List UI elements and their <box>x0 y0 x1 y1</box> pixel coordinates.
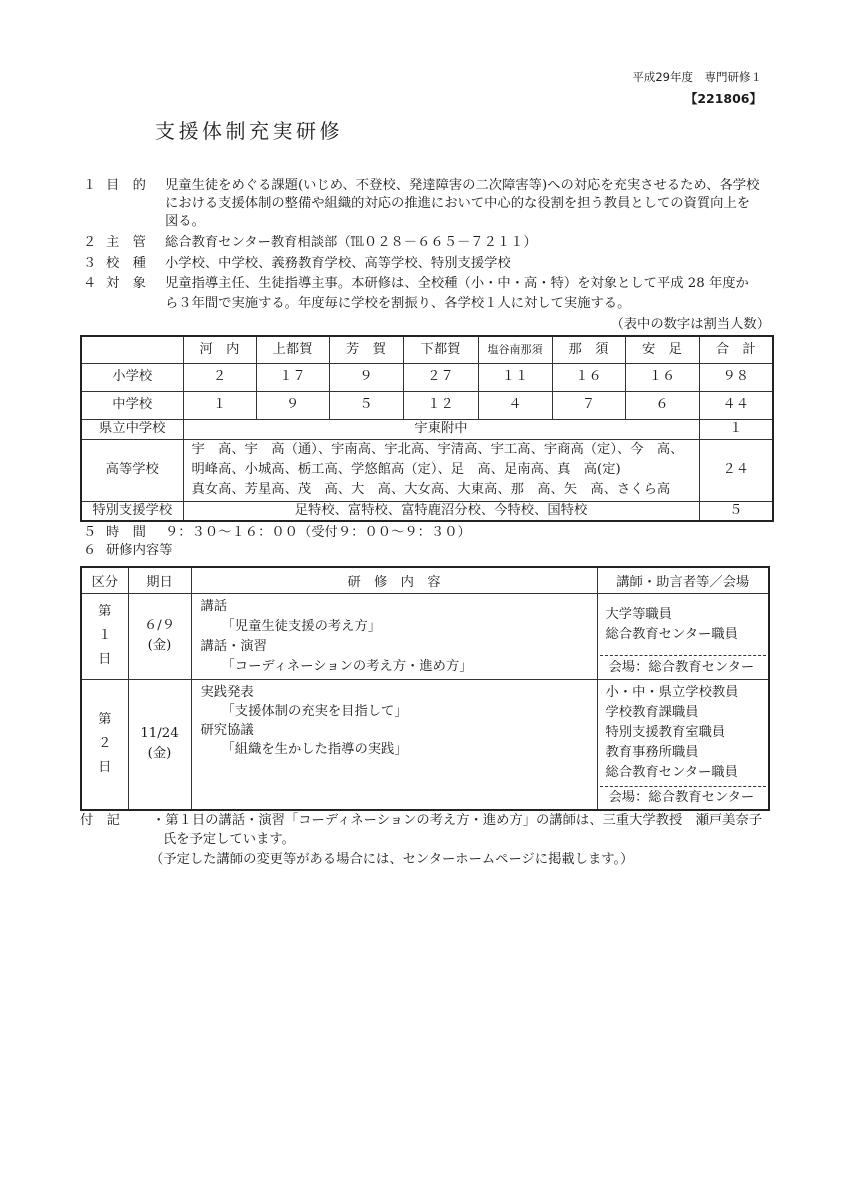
section-number: ２ <box>83 235 97 250</box>
content-cell <box>191 593 597 679</box>
activity-title: 「児童生徒支援の考え方」 <box>221 618 382 634</box>
table-cell: ２７ <box>403 363 478 391</box>
table-cell: ９ <box>256 391 329 419</box>
school-list-line: 宇 高、宇 高（通）、宇南高、宇北高、宇清高、宇工高、宇商高（定）、今 高、 <box>191 442 684 457</box>
table-header-row <box>81 567 769 593</box>
venue-label: 会場：総合教育センター <box>600 655 767 679</box>
day-label-char: 日 <box>98 760 112 775</box>
content-cell <box>191 679 597 810</box>
lecturer-item: 総合教育センター職員 <box>605 764 738 780</box>
activity-type: 実践発表 <box>200 684 254 700</box>
section-number: ５ <box>83 525 97 540</box>
section-label: 校 種 <box>106 256 146 271</box>
header-blank-cell <box>81 336 183 363</box>
section-number: １ <box>83 178 97 193</box>
header-category: 区分 <box>81 567 128 593</box>
text-line: 図る。 <box>165 214 205 229</box>
activity-title: 「支援体制の充実を目指して」 <box>221 703 408 719</box>
day-label-char: 第 <box>98 604 112 619</box>
weekday-value: (金) <box>147 638 172 653</box>
date-cell <box>128 593 191 679</box>
day-label-char: １ <box>98 628 112 643</box>
section-text <box>165 274 749 314</box>
table-cell: １ <box>183 391 256 419</box>
lecturer-item: 小・中・県立学校教員 <box>605 684 739 700</box>
activity-title: 「コーディネーションの考え方・進め方」 <box>221 658 473 674</box>
lecturer-wrapper <box>598 680 769 809</box>
table-note: （表中の数字は割当人数） <box>610 317 770 332</box>
table-cell: １１ <box>478 363 552 391</box>
school-list-cell <box>183 439 699 501</box>
header-content: 研 修 内 容 <box>191 567 597 593</box>
section-number: ３ <box>83 256 97 271</box>
activity-title: 「組織を生かした指導の実践」 <box>221 741 408 757</box>
header-date: 期日 <box>128 567 191 593</box>
content-list <box>192 594 597 677</box>
section-label: 時 間 <box>106 525 146 540</box>
lecturer-list <box>598 594 769 645</box>
total-cell: ５ <box>699 501 773 521</box>
header-region-kamitsuga: 上都賀 <box>256 336 329 363</box>
schedule-row-day1 <box>81 593 769 679</box>
section-label: 研修内容等 <box>106 543 173 558</box>
text-line: ら３年間で実施する。年度毎に学校を割振り、各学校１人に対して実施する。 <box>165 296 631 311</box>
content-list <box>192 680 597 759</box>
date-cell <box>128 679 191 810</box>
section-number: ６ <box>83 543 97 558</box>
total-cell: １ <box>699 419 773 439</box>
lecturer-item: 学校教育課職員 <box>605 704 699 720</box>
schedule-table <box>80 566 770 811</box>
lecturer-item: 特別支援教育室職員 <box>605 724 726 740</box>
lecturer-item: 大学等職員 <box>605 606 672 622</box>
section-text: 小学校、中学校、義務教育学校、高等学校、特別支援学校 <box>165 256 511 271</box>
row-label: 中学校 <box>81 391 183 419</box>
section-text <box>165 177 759 231</box>
table-row-high-school <box>81 439 773 501</box>
lecturer-cell <box>597 593 769 679</box>
table-cell: ５ <box>329 391 403 419</box>
footnote-line: （予定した講師の変更等がある場合には、センターホームページに掲載します。） <box>150 852 634 867</box>
total-cell: ９８ <box>699 363 773 391</box>
lecturer-item: 教育事務所職員 <box>605 744 699 760</box>
footnote-label: 付 記 <box>80 813 120 828</box>
text-line: 児童生徒をめぐる課題(いじめ、不登校、発達障害の二次障害等)への対応を充実させるため、各学校 <box>165 178 760 193</box>
table-row-junior-high <box>81 391 773 419</box>
weekday-value: (金) <box>147 746 172 761</box>
school-list-cell: 足特校、富特校、富特鹿沼分校、今特校、国特校 <box>183 501 699 521</box>
lecturer-item: 総合教育センター職員 <box>605 626 738 642</box>
table-cell: １６ <box>625 363 699 391</box>
section-number: ４ <box>83 276 97 291</box>
table-header-row <box>81 336 773 363</box>
school-list-cell: 宇東附中 <box>183 419 699 439</box>
section-label: 主 管 <box>106 235 146 250</box>
header-region-shioya-minaminasu: 塩谷南那須 <box>478 336 552 363</box>
school-list-line: 明峰高、小城高、栃工高、学悠館高（定）、足 高、足南高、真 高(定) <box>191 462 621 477</box>
header-region-haga: 芳 賀 <box>329 336 403 363</box>
course-label: 平成29年度 専門研修１ <box>632 70 762 84</box>
lecturer-cell <box>597 679 769 810</box>
row-label: 高等学校 <box>81 439 183 501</box>
table-row-elementary <box>81 363 773 391</box>
lecturer-wrapper <box>598 594 769 679</box>
activity-type: 講話 <box>200 598 228 614</box>
section-text: 総合教育センター教育相談部（℡０２８－６６５－７２１１） <box>165 235 537 250</box>
section-label: 対 象 <box>106 276 146 291</box>
day-label-char: 第 <box>98 712 112 727</box>
activity-type: 研究協議 <box>200 722 254 738</box>
day-label-cell <box>81 593 128 679</box>
day-label-char: 日 <box>98 652 112 667</box>
table-cell: ４ <box>478 391 552 419</box>
row-label: 小学校 <box>81 363 183 391</box>
venue-label: 会場：総合教育センター <box>600 786 767 809</box>
total-cell: ２４ <box>699 439 773 501</box>
table-cell: ６ <box>625 391 699 419</box>
table-cell: ７ <box>552 391 625 419</box>
course-code: 【221806】 <box>684 91 762 106</box>
table-row-prefectural-junior-high <box>81 419 773 439</box>
school-list-line: 真女高、芳星高、茂 高、大 高、大女高、大東高、那 高、矢 高、さくら高 <box>191 482 671 497</box>
table-cell: １７ <box>256 363 329 391</box>
table-cell: １２ <box>403 391 478 419</box>
table-cell: １６ <box>552 363 625 391</box>
date-value: ６/９ <box>143 618 176 633</box>
activity-type: 講話・演習 <box>200 638 267 654</box>
footnote-line: ・第１日の講話・演習「コーディネーションの考え方・進め方」の講師は、三重大学教授 瀬戸美奈子 <box>152 813 763 828</box>
schedule-row-day2 <box>81 679 769 810</box>
section-label: 目 的 <box>106 178 146 193</box>
page-title: 支援体制充実研修 <box>155 119 343 143</box>
header-region-ansoku: 安 足 <box>625 336 699 363</box>
header-region-kawachi: 河 内 <box>183 336 256 363</box>
text-line: 児童指導主任、生徒指導主事。本研修は、全校種（小・中・高・特）を対象として平成 28 年度か <box>165 276 749 291</box>
day-label-char: ２ <box>98 736 112 751</box>
row-label: 県立中学校 <box>81 419 183 439</box>
footnote-line: 氏を予定しています。 <box>163 832 295 847</box>
header-region-nasu: 那 須 <box>552 336 625 363</box>
row-label: 特別支援学校 <box>81 501 183 521</box>
table-cell: ９ <box>329 363 403 391</box>
header-total: 合 計 <box>699 336 773 363</box>
total-cell: ４４ <box>699 391 773 419</box>
header-region-shimotsuga: 下都賀 <box>403 336 478 363</box>
date-value: 11/24 <box>140 726 179 741</box>
table-cell: ２ <box>183 363 256 391</box>
allocation-table <box>80 335 774 522</box>
text-line: における支援体制の整備や組織的対応の推進において中心的な役割を担う教員としての資質向上を <box>165 196 751 211</box>
day-label-cell <box>81 679 128 810</box>
section-text: ９：３０～１６：００（受付９：００～９：３０） <box>165 525 471 540</box>
lecturer-list <box>598 680 769 783</box>
header-lecturer-venue: 講師・助言者等／会場 <box>597 567 769 593</box>
table-row-special-support <box>81 501 773 521</box>
